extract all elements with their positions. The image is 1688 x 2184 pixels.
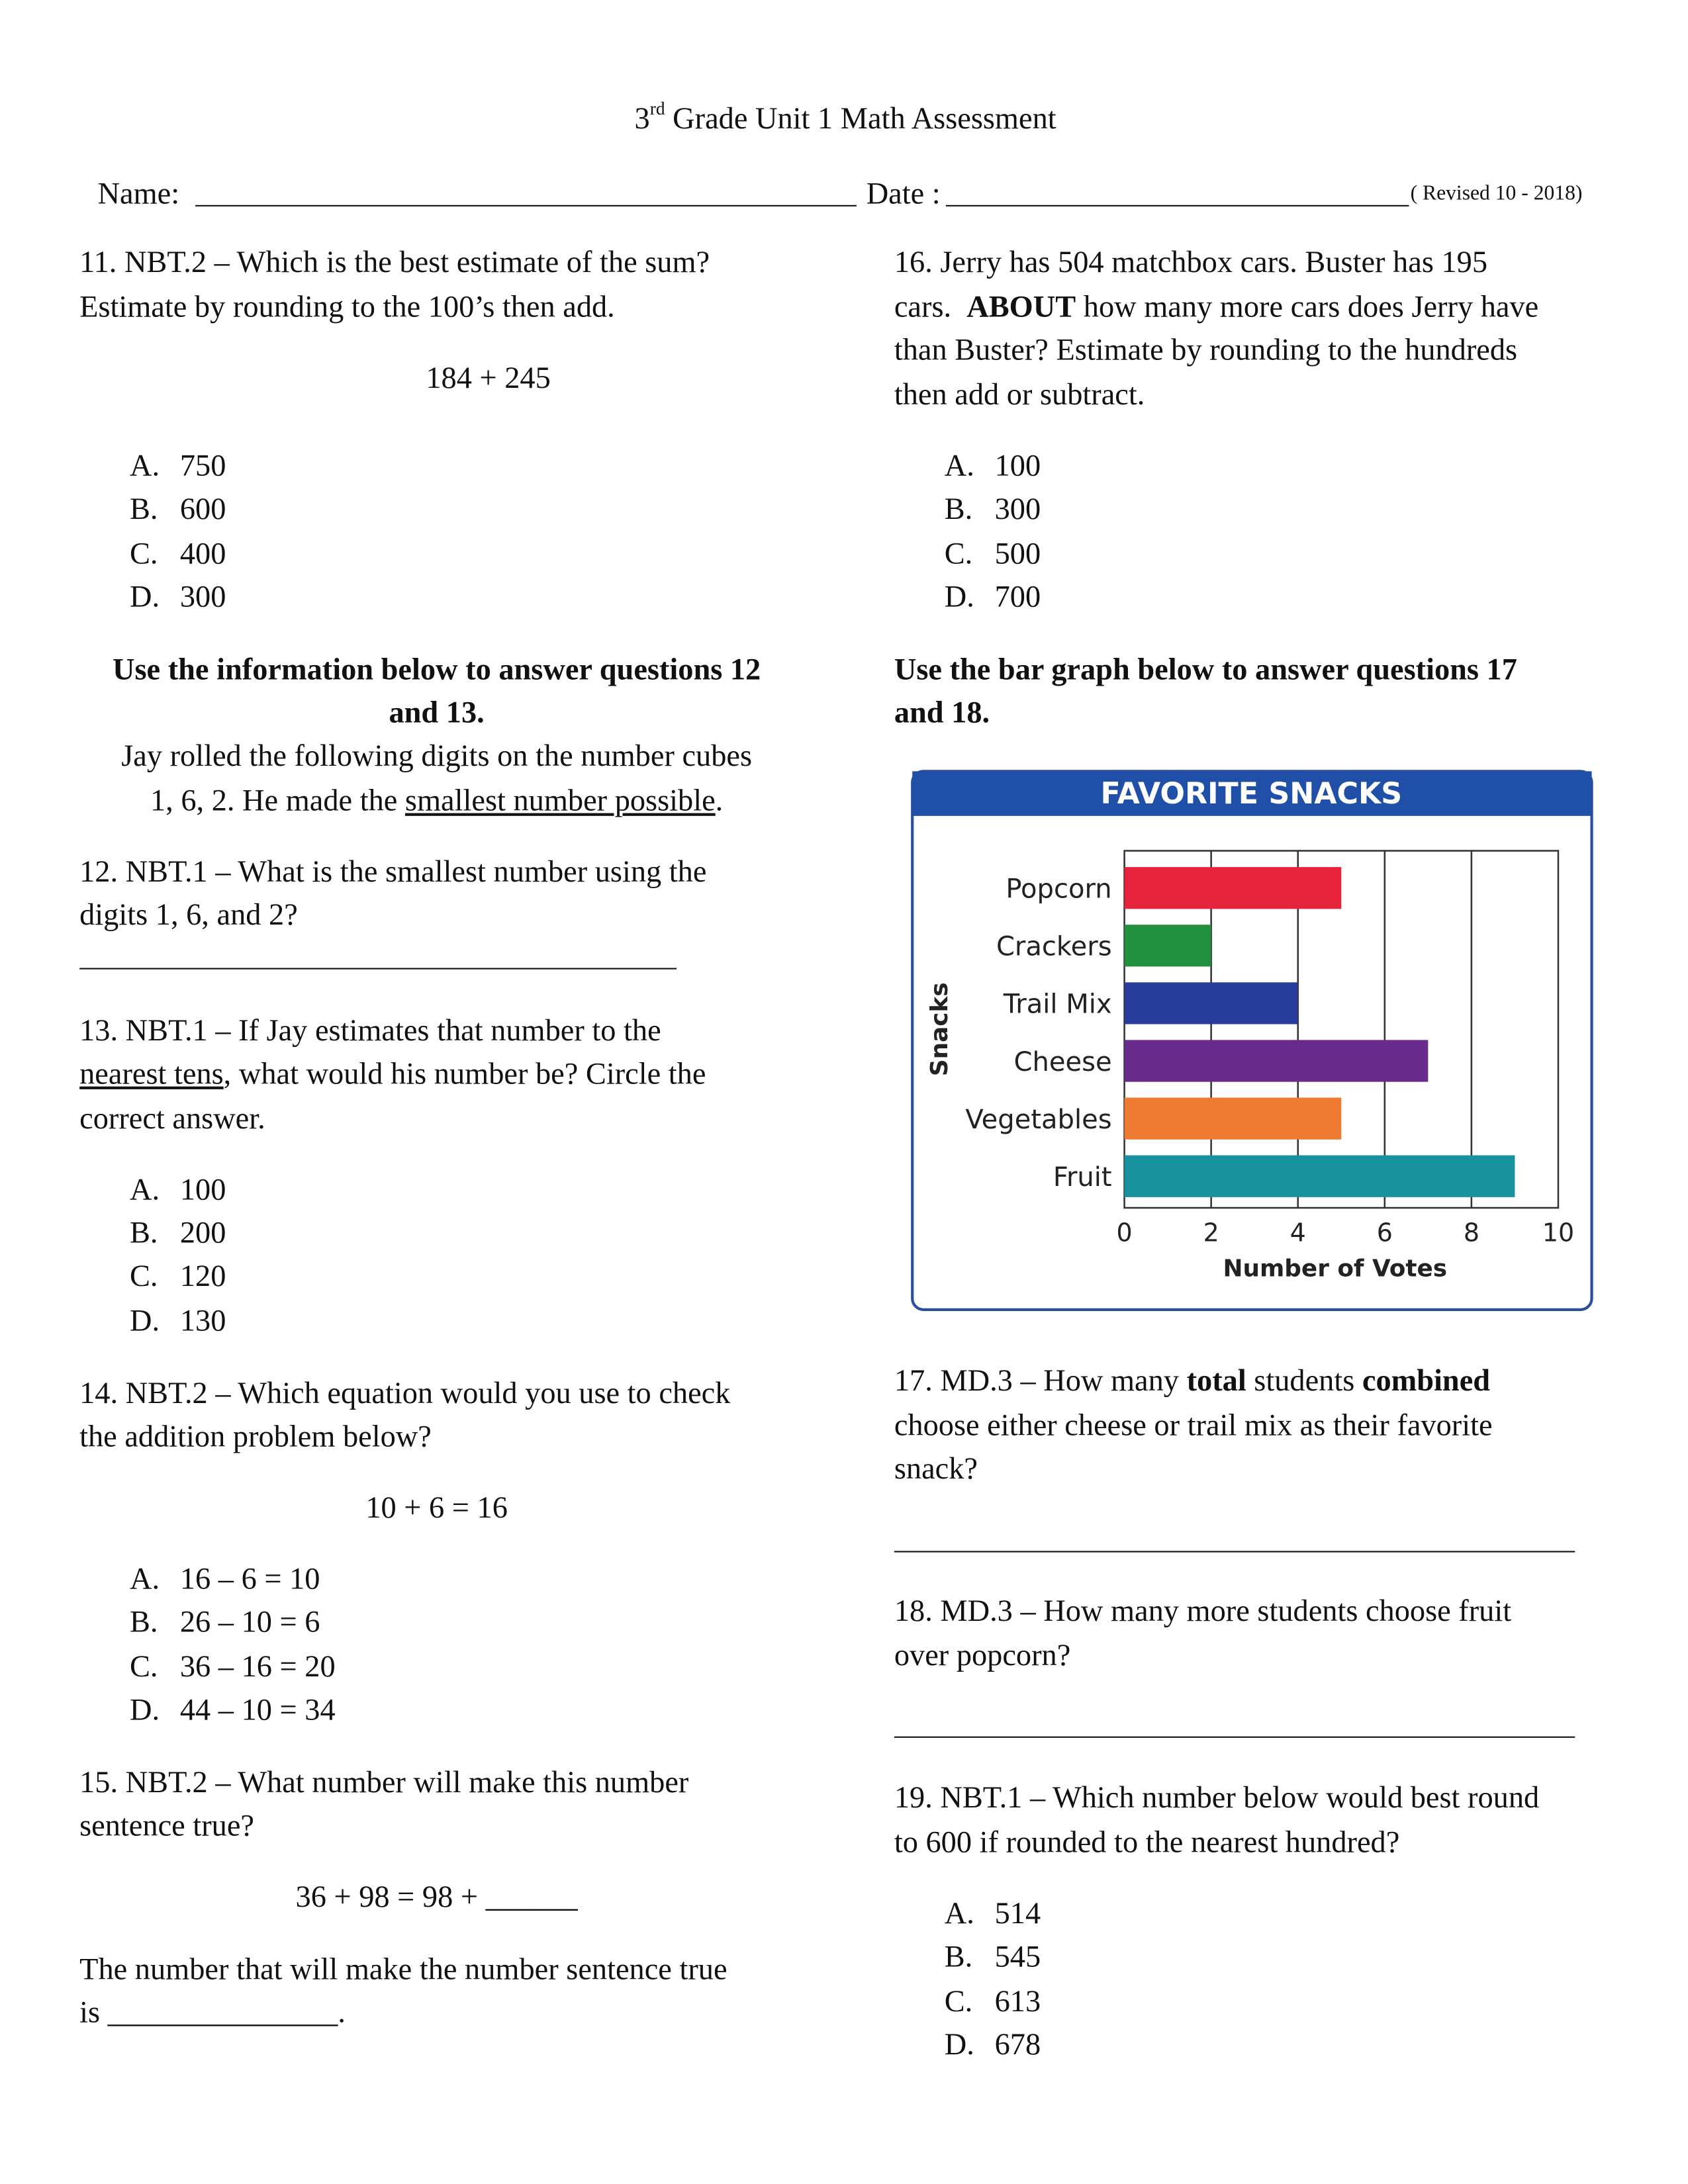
choice-letter: C. xyxy=(944,1983,973,2019)
q17-text: choose either cheese or trail mix as their favorite xyxy=(894,1407,1493,1443)
answer-choice[interactable] xyxy=(944,1938,1041,1974)
bar-trail-mix xyxy=(1125,982,1298,1024)
q15-answer[interactable]: is _______________. xyxy=(79,1994,346,2030)
choice-letter: C. xyxy=(129,535,158,570)
q14-expression: 10 + 6 = 16 xyxy=(365,1489,508,1525)
q13-text: 13. NBT.1 – If Jay estimates that number to the xyxy=(79,1012,661,1048)
answer-choice[interactable] xyxy=(130,1694,336,1725)
q16-text: 16. Jerry has 504 matchbox cars. Buster has 195 xyxy=(894,244,1488,279)
choice-value: 120 xyxy=(179,1257,226,1293)
info-text: Jay rolled the following digits on the number cubes xyxy=(121,737,753,773)
q17-text: snack? xyxy=(894,1450,978,1486)
q14-text: the addition problem below? xyxy=(79,1418,432,1453)
choice-letter: B. xyxy=(944,490,973,526)
name-field[interactable] xyxy=(195,205,857,206)
choice-value: 100 xyxy=(179,1171,226,1206)
revised-note: ( Revised 10 - 2018) xyxy=(1410,183,1583,205)
bar-fruit xyxy=(1125,1156,1515,1197)
x-tick-label: 4 xyxy=(1289,1218,1306,1248)
answer-choice[interactable] xyxy=(129,535,226,570)
choice-value: 514 xyxy=(994,1895,1041,1931)
answer-choice[interactable] xyxy=(944,535,1041,570)
q15-expression: 36 + 98 = 98 + ______ xyxy=(295,1878,578,1914)
bar-cheese xyxy=(1125,1040,1429,1081)
x-tick-label: 10 xyxy=(1542,1218,1575,1248)
choice-letter: B. xyxy=(129,490,158,526)
graph-heading: and 18. xyxy=(894,694,990,730)
q15-text: sentence true? xyxy=(79,1807,254,1843)
choice-value: 16 – 6 = 10 xyxy=(179,1561,320,1596)
x-tick-label: 8 xyxy=(1463,1218,1479,1248)
q18-text: 18. MD.3 – How many more students choose fruit xyxy=(894,1592,1512,1628)
bar-vegetables xyxy=(1125,1098,1342,1140)
choice-value: 613 xyxy=(994,1983,1041,2019)
answer-choice[interactable] xyxy=(129,1648,336,1684)
name-label: Name: xyxy=(97,175,180,211)
choice-letter: B. xyxy=(129,1604,158,1639)
choice-letter: C. xyxy=(944,535,973,570)
bar-popcorn xyxy=(1125,867,1342,909)
info-heading: Use the information below to answer questions 12 xyxy=(113,651,761,686)
y-category-label: Crackers xyxy=(996,931,1112,962)
chart-title: FAVORITE SNACKS xyxy=(1100,776,1403,811)
choice-value: 36 – 16 = 20 xyxy=(179,1648,336,1684)
y-category-label: Popcorn xyxy=(1006,874,1112,905)
x-axis-label: Number of Votes xyxy=(1223,1255,1448,1283)
answer-choice[interactable] xyxy=(130,1563,320,1594)
choice-value: 678 xyxy=(994,2026,1041,2062)
q18-text: over popcorn? xyxy=(894,1637,1071,1672)
x-tick-label: 6 xyxy=(1376,1218,1393,1248)
choice-value: 600 xyxy=(179,490,226,526)
q13-text: nearest tens, what would his number be? Circle the xyxy=(79,1056,706,1091)
choice-letter: B. xyxy=(129,1214,158,1250)
date-field[interactable] xyxy=(946,205,1409,206)
info-heading: and 13. xyxy=(389,694,485,730)
x-tick-label: 2 xyxy=(1203,1218,1219,1248)
q15-text: 15. NBT.2 – What number will make this number xyxy=(79,1764,689,1799)
choice-value: 750 xyxy=(179,447,226,483)
choice-letter: A. xyxy=(944,447,974,483)
answer-choice[interactable] xyxy=(129,447,226,483)
answer-choice[interactable] xyxy=(944,1983,1041,2019)
choice-letter: A. xyxy=(129,447,160,483)
choice-letter: C. xyxy=(129,1257,158,1293)
choice-value: 545 xyxy=(994,1938,1041,1974)
choice-value: 500 xyxy=(994,535,1041,570)
y-axis-label: Snacks xyxy=(925,982,953,1077)
y-category-label: Trail Mix xyxy=(1003,989,1112,1020)
q12-text: 12. NBT.1 – What is the smallest number using the xyxy=(79,853,707,889)
choice-letter: A. xyxy=(129,1171,160,1206)
choice-value: 300 xyxy=(994,490,1041,526)
y-category-label: Fruit xyxy=(1053,1161,1112,1193)
answer-choice[interactable] xyxy=(129,1214,226,1250)
q16-text: than Buster? Estimate by rounding to the hundreds xyxy=(894,332,1518,367)
choice-letter: A. xyxy=(944,1895,974,1931)
choice-letter: D. xyxy=(129,1692,160,1727)
q19-text: 19. NBT.1 – Which number below would best round xyxy=(894,1780,1540,1815)
choice-value: 700 xyxy=(994,578,1041,614)
answer-choice[interactable] xyxy=(944,447,1041,483)
q17-text: 17. MD.3 – How many total students combined xyxy=(894,1362,1491,1398)
q13-text: correct answer. xyxy=(79,1100,265,1136)
choice-letter: D. xyxy=(129,578,160,614)
graph-heading: Use the bar graph below to answer questions 17 xyxy=(894,651,1517,686)
answer-choice[interactable] xyxy=(129,1302,226,1338)
q18-answer-line[interactable] xyxy=(894,1737,1575,1738)
answer-choice[interactable] xyxy=(129,1257,226,1293)
answer-choice[interactable] xyxy=(129,490,226,526)
q11-expression: 184 + 245 xyxy=(426,359,551,395)
choice-value: 100 xyxy=(994,447,1041,483)
choice-value: 26 – 10 = 6 xyxy=(179,1604,320,1639)
q12-text: digits 1, 6, and 2? xyxy=(79,897,298,932)
q16-text: cars. ABOUT how many more cars does Jerry have xyxy=(894,289,1539,324)
answer-choice[interactable] xyxy=(944,490,1041,526)
q14-text: 14. NBT.2 – Which equation would you use to check xyxy=(79,1375,731,1410)
bar-crackers xyxy=(1125,925,1211,966)
choice-value: 130 xyxy=(179,1302,226,1338)
q11-text: 11. NBT.2 – Which is the best estimate of the sum? xyxy=(79,244,710,279)
q19-text: to 600 if rounded to the nearest hundred? xyxy=(894,1824,1400,1860)
choice-value: 200 xyxy=(179,1214,226,1250)
choice-letter: B. xyxy=(944,1938,973,1974)
answer-choice[interactable] xyxy=(944,578,1041,614)
answer-choice[interactable] xyxy=(944,2026,1041,2062)
q16-text: then add or subtract. xyxy=(894,376,1145,412)
choice-letter: D. xyxy=(944,578,974,614)
choice-value: 400 xyxy=(179,535,226,570)
date-label: Date : xyxy=(866,175,941,211)
q17-answer-line[interactable] xyxy=(894,1551,1575,1552)
choice-letter: D. xyxy=(944,2026,974,2062)
answer-choice[interactable] xyxy=(944,1895,1041,1931)
q12-answer-line[interactable] xyxy=(79,968,677,970)
answer-choice[interactable] xyxy=(129,1604,320,1639)
q15-text: The number that will make the number sentence true xyxy=(79,1951,727,1986)
y-category-label: Cheese xyxy=(1013,1046,1112,1077)
q11-text: Estimate by rounding to the 100’s then add. xyxy=(79,289,615,324)
answer-choice[interactable] xyxy=(129,1171,226,1206)
choice-letter: D. xyxy=(129,1302,160,1338)
choice-letter: C. xyxy=(129,1648,158,1684)
choice-letter: A. xyxy=(129,1561,160,1596)
answer-choice[interactable] xyxy=(129,578,226,614)
y-category-label: Vegetables xyxy=(965,1104,1112,1135)
choice-value: 44 – 10 = 34 xyxy=(179,1692,336,1727)
favorite-snacks-chart xyxy=(907,764,1599,1317)
x-tick-label: 0 xyxy=(1116,1218,1133,1248)
page-title: 3rd Grade Unit 1 Math Assessment xyxy=(634,97,1056,136)
info-text: 1, 6, 2. He made the smallest number possible. xyxy=(150,782,724,817)
choice-value: 300 xyxy=(179,578,226,614)
